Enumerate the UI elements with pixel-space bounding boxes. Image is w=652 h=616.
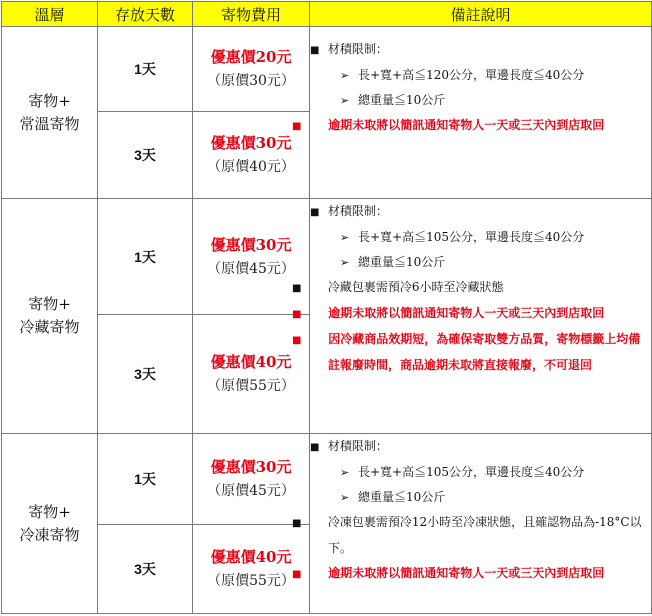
- note-prechill: ■ 冷藏包裹需預冷6小時至冷藏狀態: [292, 280, 504, 294]
- days-cell: 1天: [98, 434, 193, 525]
- notes-ambient: ■ 材積限制： ➢ 長+寬+高≦120公分，單邊長度≦40公分 ➢ 總重量≦10公斤 ■ 逾期未取將以簡訊通知寄物人一天或三天內到店取回: [310, 27, 652, 199]
- days-cell: 1天: [98, 199, 193, 315]
- original-price: （原價30元）: [207, 73, 295, 89]
- original-price: （原價40元）: [207, 159, 295, 175]
- notes-frozen: ■ 材積限制： ➢ 長+寬+高≦105公分，單邊長度≦40公分 ➢ 總重量≦10公斤 ■ 冷凍包裹需預冷12小時至冷凍狀態，且確認物品為-18°C以下。 ■ 逾期未取將以簡訊通知寄物人一天或三天內到店取回: [310, 434, 652, 614]
- original-price: （原價55元）: [207, 378, 295, 394]
- header-days: 存放天數: [98, 2, 193, 27]
- layer-ambient: 寄物+ 常溫寄物: [2, 27, 98, 199]
- notes-chilled: ■ 材積限制： ➢ 長+寬+高≦105公分，單邊長度≦40公分 ➢ 總重量≦10公斤 ■ 冷藏包裹需預冷6小時至冷藏狀態 ■ 逾期未取將以簡訊通知寄物人一天或三天內到店取回 ■ 因冷藏商品效期短，為確保寄取雙方品質，寄物標籤上均備註報廢時間，商品逾期未取將直接報廢，不可退回: [310, 199, 652, 434]
- original-price: （原價45元）: [207, 483, 295, 499]
- table-row: [2, 199, 652, 315]
- header-row: [2, 2, 652, 27]
- days-cell: 1天: [98, 27, 193, 112]
- note-volume: ■ 材積限制：: [310, 42, 388, 56]
- note-volume: ■ 材積限制：: [310, 204, 388, 218]
- fee-cell: [193, 525, 310, 614]
- days-cell: 3天: [98, 112, 193, 199]
- note-overdue: ■ 逾期未取將以簡訊通知寄物人一天或三天內到店取回: [292, 566, 605, 580]
- table-row: [2, 27, 652, 112]
- sale-price: 優惠價30元: [210, 134, 292, 152]
- layer-frozen: 寄物+ 冷凍寄物: [2, 434, 98, 614]
- sale-price: 優惠價40元: [210, 548, 292, 566]
- sale-price: 優惠價30元: [210, 235, 292, 254]
- note-volume: ■ 材積限制：: [310, 439, 388, 453]
- note-overdue: ■ 逾期未取將以簡訊通知寄物人一天或三天內到店取回: [292, 118, 605, 132]
- note-prefreeze: ■ 冷凍包裹需預冷12小時至冷凍狀態，且確認物品為-18°C以下。: [292, 515, 642, 555]
- fee-cell: [193, 27, 310, 112]
- note-expiry: ■ 因冷藏商品效期短，為確保寄取雙方品質，寄物標籤上均備註報廢時間，商品逾期未取將直接報廢，不可退回: [292, 332, 641, 372]
- header-layer: 溫層: [2, 2, 98, 27]
- sale-price: 優惠價40元: [210, 353, 292, 371]
- note-overdue: ■ 逾期未取將以簡訊通知寄物人一天或三天內到店取回: [292, 306, 605, 320]
- header-notes: 備註說明: [310, 2, 652, 27]
- table-row: [2, 434, 652, 525]
- days-cell: 3天: [98, 525, 193, 614]
- sale-price: 優惠價20元: [210, 48, 292, 66]
- days-cell: 3天: [98, 315, 193, 434]
- layer-chilled: 寄物+ 冷藏寄物: [2, 199, 98, 434]
- header-fee: 寄物費用: [193, 2, 310, 27]
- sale-price: 優惠價30元: [210, 458, 292, 476]
- storage-fee-table: [1, 1, 652, 614]
- original-price: （原價45元）: [207, 260, 295, 277]
- original-price: （原價55元）: [207, 573, 295, 589]
